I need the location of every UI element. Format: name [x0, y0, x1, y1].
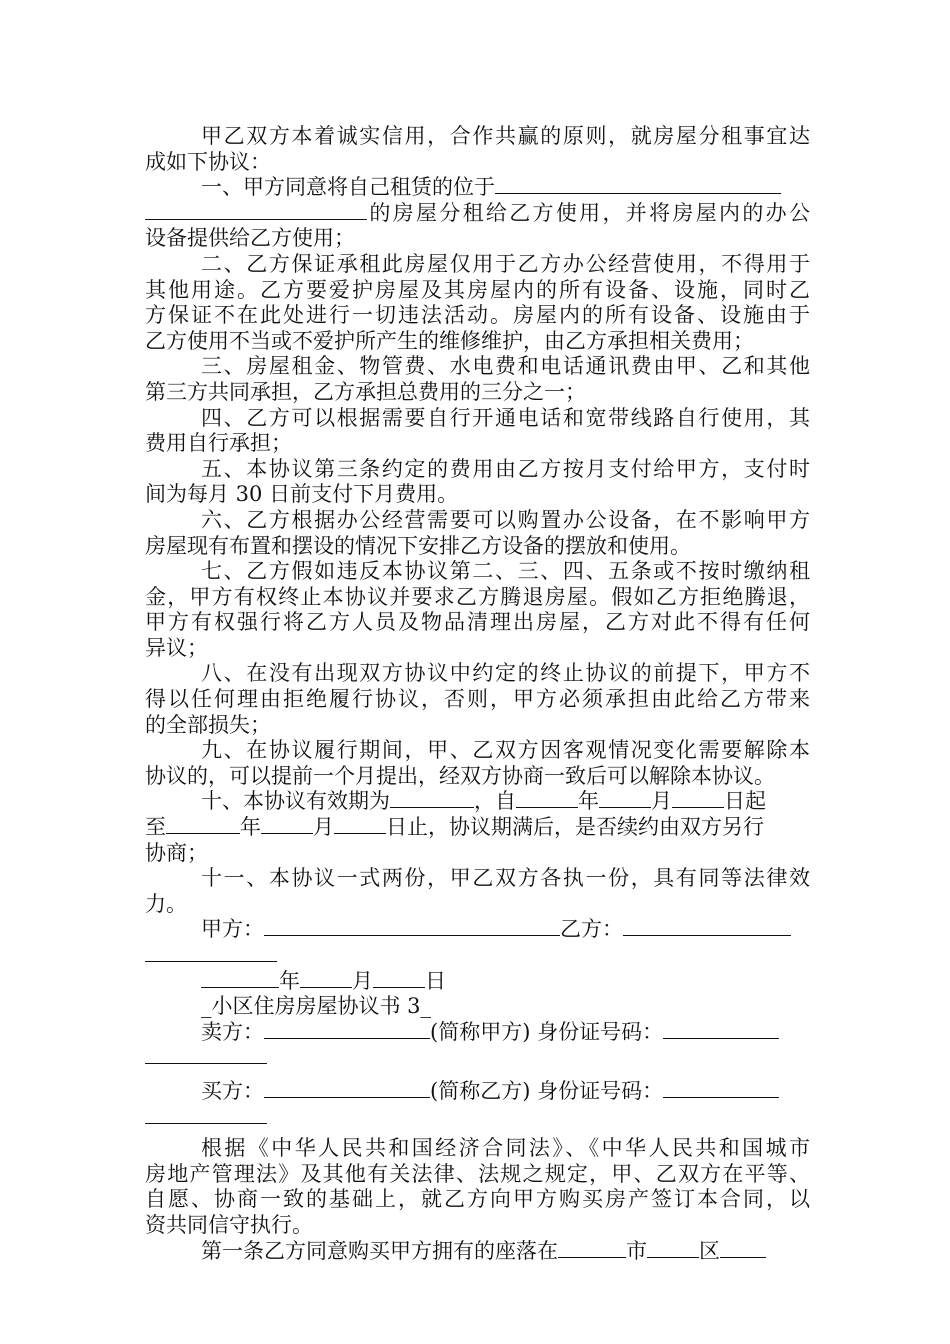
text-line: 力。 — [145, 891, 187, 916]
intro-paragraph — [145, 124, 810, 175]
clause-11 — [145, 866, 810, 917]
text-line: 间为每月 30 日前支付下月费用。 — [145, 482, 459, 507]
text-line: 房地产管理法》及其他有关法律、法规之规定，甲、乙双方在平等、 — [145, 1161, 810, 1186]
text-line: 协商； — [145, 840, 208, 865]
text-line: 费用自行承担； — [145, 431, 292, 456]
text-line: 乙方使用不当或不爱护所产生的维修维护，由乙方承担相关费用； — [145, 328, 754, 353]
text-line: 协议的，可以提前一个月提出，经双方协商一致后可以解除本协议。 — [145, 763, 775, 788]
text-line: 成如下协议： — [145, 149, 271, 174]
blank-field — [300, 969, 352, 988]
text-line: 甲方： 乙方： — [145, 917, 810, 943]
blank-field — [145, 1045, 267, 1064]
text-line: 异议； — [145, 635, 208, 660]
signature-line-party-a — [264, 917, 560, 936]
blank-field — [672, 789, 724, 808]
text-line: 七、乙方假如违反本协议第二、三、四、五条或不按时缴纳租 — [201, 559, 810, 584]
clause-2 — [145, 252, 810, 354]
text-line: 十、本协议有效期为 ，自 年 月 日起 — [201, 789, 766, 814]
text-line — [145, 1105, 810, 1131]
text-line: 甲乙双方本着诚实信用，合作共赢的原则，就房屋分租事宜达 — [201, 124, 810, 148]
text-line: 八、在没有出现双方协议中约定的终止协议的前提下，甲方不 — [201, 661, 810, 686]
text-line: 一、甲方同意将自己租赁的位于 — [145, 175, 810, 201]
date-line: 年 月 日 — [145, 969, 810, 995]
blank-field — [201, 969, 279, 988]
buyer-row — [145, 1079, 810, 1130]
seller-id-field — [663, 1020, 779, 1039]
clause-3 — [145, 354, 810, 405]
signature-block — [145, 917, 810, 994]
blank-field — [145, 943, 277, 962]
text-line: 的全部损失； — [145, 712, 271, 737]
clause-4 — [145, 406, 810, 457]
blank-field — [145, 201, 367, 220]
blank-field — [720, 1239, 766, 1258]
text-line: 根据《中华人民共和国经济合同法》、《中华人民共和国城市 — [201, 1136, 810, 1161]
text-line — [145, 943, 810, 969]
clause-10 — [145, 789, 810, 866]
text-line: 六、乙方根据办公经营需要可以购置办公设备，在不影响甲方 — [201, 507, 810, 532]
text-line — [145, 1045, 810, 1071]
buyer-name-field — [264, 1079, 430, 1098]
text-line: 得以任何理由拒绝履行协议，否则，甲方必须承担由此给乙方带来 — [145, 687, 810, 712]
clause-1 — [145, 175, 810, 252]
text-line: 十一、本协议一式两份，甲乙双方各执一份，具有同等法律效 — [201, 866, 810, 891]
clause-8 — [145, 661, 810, 738]
seller-row — [145, 1020, 810, 1071]
text-line: 方保证不在此处进行一切违法活动。房屋内的所有设备、设施由于 — [145, 303, 810, 328]
clause-9 — [145, 738, 810, 789]
text-line: 五、本协议第三条约定的费用由乙方按月支付给甲方，支付时 — [201, 456, 810, 481]
text-line: 的房屋分租给乙方使用，并将房屋内的办公 — [145, 201, 810, 227]
text-line: 房屋现有布置和摆设的情况下安排乙方设备的摆放和使用。 — [145, 533, 691, 558]
section-title: _小区住房房屋协议书 3_ — [201, 994, 432, 1019]
blank-field — [334, 815, 386, 834]
blank-field — [145, 1105, 267, 1124]
blank-field — [558, 1239, 626, 1258]
text-line: 设备提供给乙方使用； — [145, 226, 355, 251]
text-line: 第三方共同承担，乙方承担总费用的三分之一； — [145, 379, 586, 404]
blank-field — [495, 175, 781, 194]
text-line: 其他用途。乙方要爱护房屋及其房屋内的所有设备、设施，同时乙 — [145, 277, 810, 302]
blank-field — [647, 1239, 699, 1258]
text-line: 资共同信守执行。 — [145, 1212, 313, 1237]
blank-field — [373, 969, 425, 988]
text-line: 四、乙方可以根据需要自行开通电话和宽带线路自行使用，其 — [201, 405, 810, 430]
text-line: 卖方： (简称甲方) 身份证号码： — [145, 1020, 810, 1046]
text-line: 二、乙方保证承租此房屋仅用于乙方办公经营使用，不得用于 — [201, 251, 810, 276]
clause-7 — [145, 559, 810, 661]
legal-basis-paragraph — [145, 1136, 810, 1238]
blank-field — [516, 789, 578, 808]
article-1-line: 第一条乙方同意购买甲方拥有的座落在 市 区 — [145, 1239, 810, 1265]
text-line: 买方： (简称乙方) 身份证号码： — [145, 1079, 810, 1105]
blank-field — [599, 789, 651, 808]
clause-5 — [145, 457, 810, 508]
signature-line-party-b — [623, 917, 791, 936]
clause-6 — [145, 508, 810, 559]
document-body — [145, 124, 810, 1264]
blank-field — [166, 815, 240, 834]
blank-field — [390, 789, 474, 808]
text-line: 甲方有权强行将乙方人员及物品清理出房屋，乙方对此不得有任何 — [145, 610, 810, 635]
seller-name-field — [264, 1020, 430, 1039]
text-line: 金，甲方有权终止本协议并要求乙方腾退房屋。假如乙方拒绝腾退， — [145, 584, 810, 609]
text-line: 至 年 月 日止，协议期满后，是否续约由双方另行 — [145, 815, 764, 840]
text-line: 九、在协议履行期间，甲、乙双方因客观情况变化需要解除本 — [201, 738, 810, 763]
text-line: 自愿、协商一致的基础上，就乙方向甲方购买房产签订本合同，以 — [145, 1187, 810, 1212]
text-line: 三、房屋租金、物管费、水电费和电话通讯费由甲、乙和其他 — [201, 354, 810, 379]
blank-field — [261, 815, 313, 834]
buyer-id-field — [663, 1079, 779, 1098]
